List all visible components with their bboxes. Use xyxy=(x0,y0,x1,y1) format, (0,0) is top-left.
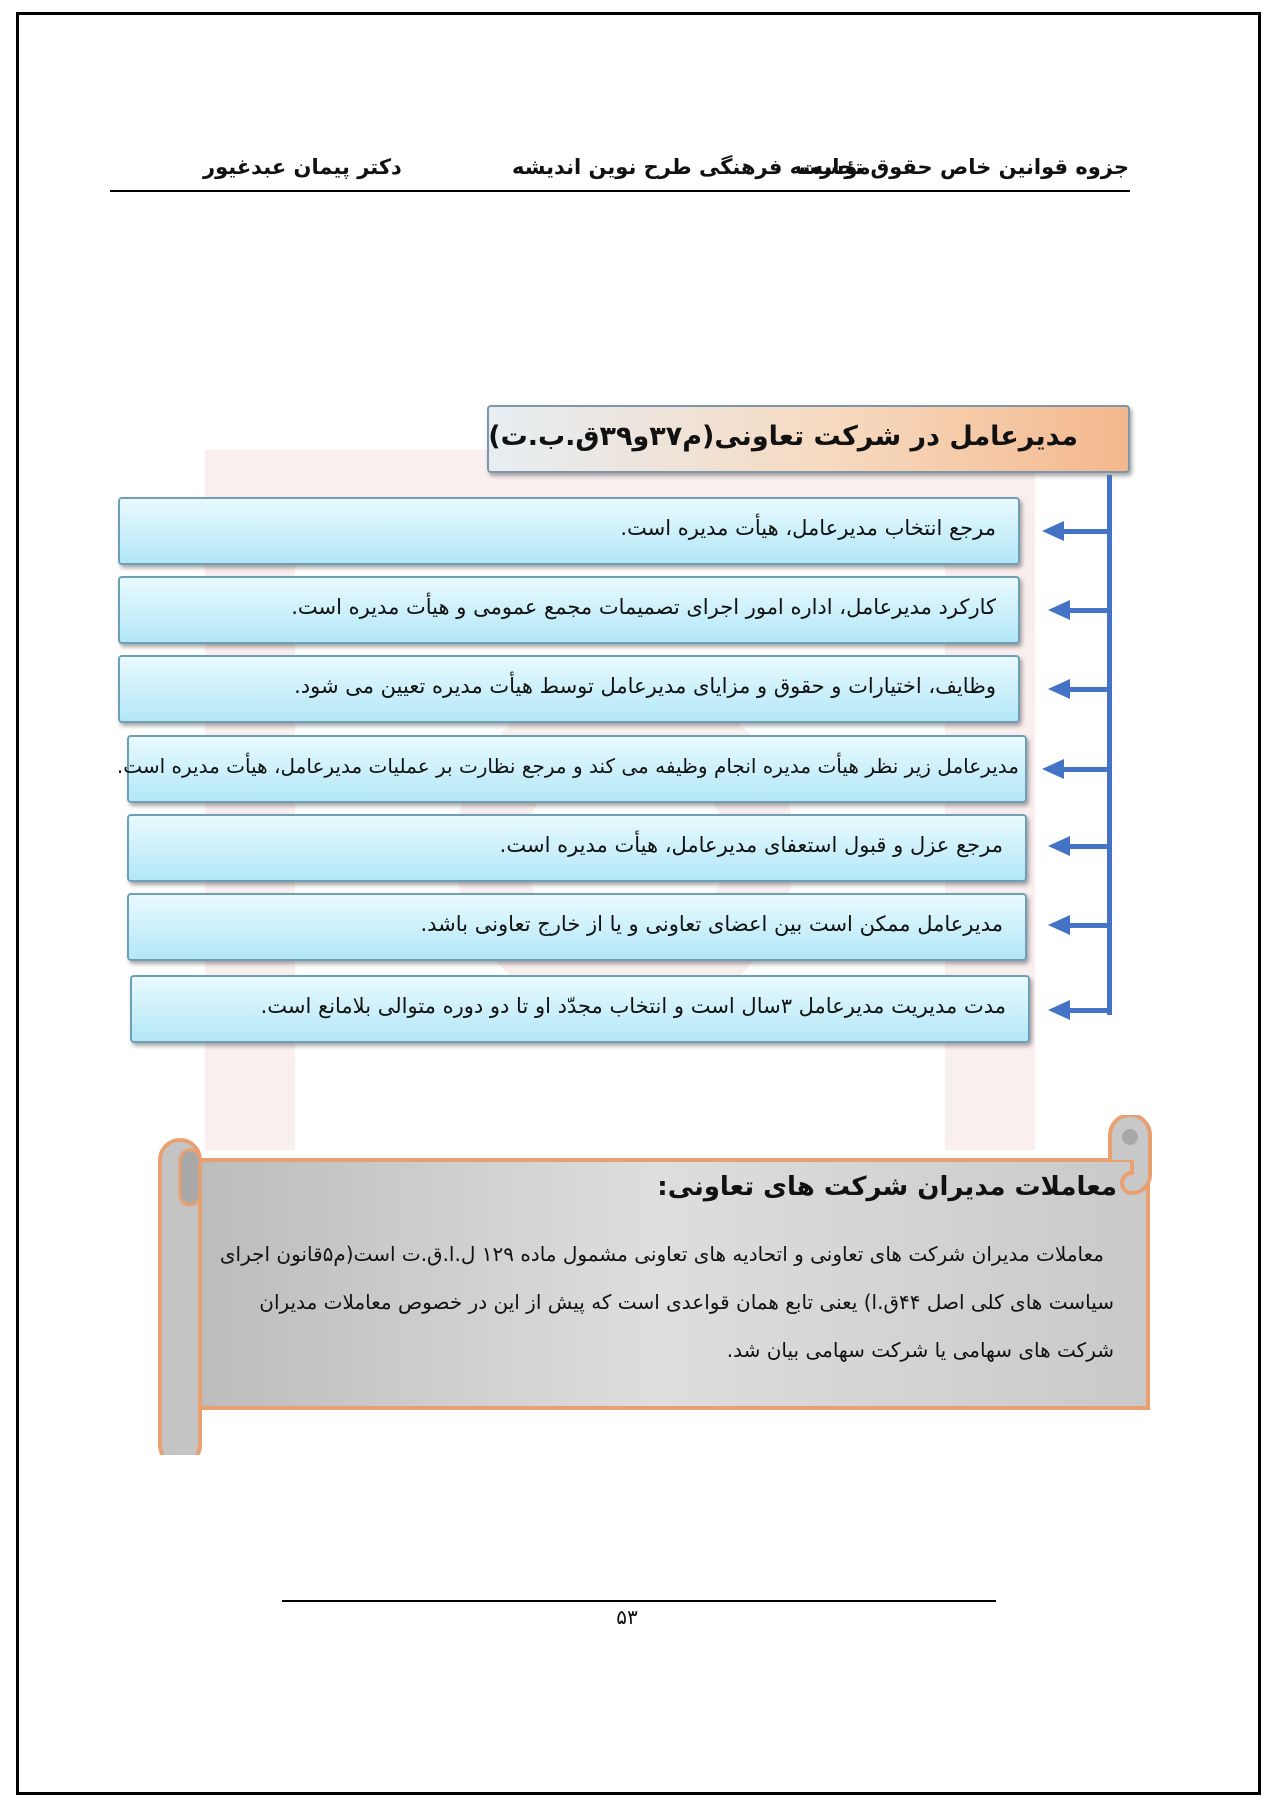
arrow-left-icon xyxy=(1048,915,1070,935)
connector-branch-7 xyxy=(1068,1008,1112,1013)
header-institute: مؤسسه فرهنگی طرح نوین اندیشه xyxy=(512,155,871,179)
diagram-item-text-1: مرجع انتخاب مدیرعامل، هیأت مدیره است. xyxy=(620,516,996,540)
scroll-panel xyxy=(155,1115,1155,1455)
diagram-item-6 xyxy=(127,893,1027,961)
arrow-left-icon xyxy=(1042,521,1064,541)
scroll-line-1: معاملات مدیران شرکت های تعاونی و اتحادیه های تعاونی مشمول ماده ۱۲۹ ل.ا.ق.ت است(م۵قانون اجرای xyxy=(219,1242,1104,1266)
diagram-item-2 xyxy=(118,576,1020,644)
connector-branch-4 xyxy=(1062,767,1110,772)
diagram-item-4 xyxy=(116,735,1027,803)
scroll-line-3: شرکت های سهامی یا شرکت سهامی بیان شد. xyxy=(726,1338,1114,1362)
diagram-item-1 xyxy=(118,497,1020,565)
diagram-item-text-7: مدت مدیریت مدیرعامل ۳سال است و انتخاب مجدّد او تا دو دوره متوالی بلامانع است. xyxy=(260,994,1006,1018)
header-book-title: جزوه قوانین خاص حقوق تجارت xyxy=(799,155,1129,179)
scroll-line-2: سیاست های کلی اصل ۴۴ق.ا) یعنی تابع همان قواعدی است که پیش از این در خصوص معاملات مدیران xyxy=(259,1290,1114,1314)
diagram-item-7 xyxy=(130,975,1030,1043)
diagram-title-box xyxy=(487,405,1130,473)
page-number: ۵۳ xyxy=(616,1605,638,1629)
arrow-left-icon xyxy=(1048,836,1070,856)
connector-branch-5 xyxy=(1068,844,1110,849)
footer-rule xyxy=(282,1600,996,1602)
diagram-title: مدیرعامل در شرکت تعاونی(م۳۷و۳۹ق.ب.ت) xyxy=(488,421,1078,452)
scroll-shape xyxy=(155,1115,1155,1455)
diagram-item-text-3: وظایف، اختیارات و حقوق و مزایای مدیرعامل توسط هیأت مدیره تعیین می شود. xyxy=(294,674,996,698)
arrow-left-icon xyxy=(1048,1000,1070,1020)
diagram-item-text-6: مدیرعامل ممکن است بین اعضای تعاونی و یا از خارج تعاونی باشد. xyxy=(420,912,1003,936)
header-author: دکتر پیمان عبدغیور xyxy=(203,155,402,179)
connector-branch-2 xyxy=(1068,608,1110,613)
connector-spine xyxy=(1107,475,1112,1015)
connector-branch-3 xyxy=(1068,687,1110,692)
scroll-title: معاملات مدیران شرکت های تعاونی: xyxy=(657,1172,1117,1202)
connector-branch-1 xyxy=(1062,529,1110,534)
diagram-item-3 xyxy=(118,655,1020,723)
diagram-item-text-4: مدیرعامل زیر نظر هیأت مدیره انجام وظیفه می کند و مرجع نظارت بر عملیات مدیرعامل، هیأت مدیره است. xyxy=(116,754,1019,778)
arrow-left-icon xyxy=(1042,759,1064,779)
diagram-item-5 xyxy=(127,814,1027,882)
arrow-left-icon xyxy=(1048,600,1070,620)
diagram-item-text-2: کارکرد مدیرعامل، اداره امور اجرای تصمیمات مجمع عمومی و هیأت مدیره است. xyxy=(291,595,996,619)
arrow-left-icon xyxy=(1048,679,1070,699)
header-rule xyxy=(110,190,1130,192)
diagram-item-text-5: مرجع عزل و قبول استعفای مدیرعامل، هیأت مدیره است. xyxy=(499,833,1003,857)
connector-branch-6 xyxy=(1068,923,1110,928)
